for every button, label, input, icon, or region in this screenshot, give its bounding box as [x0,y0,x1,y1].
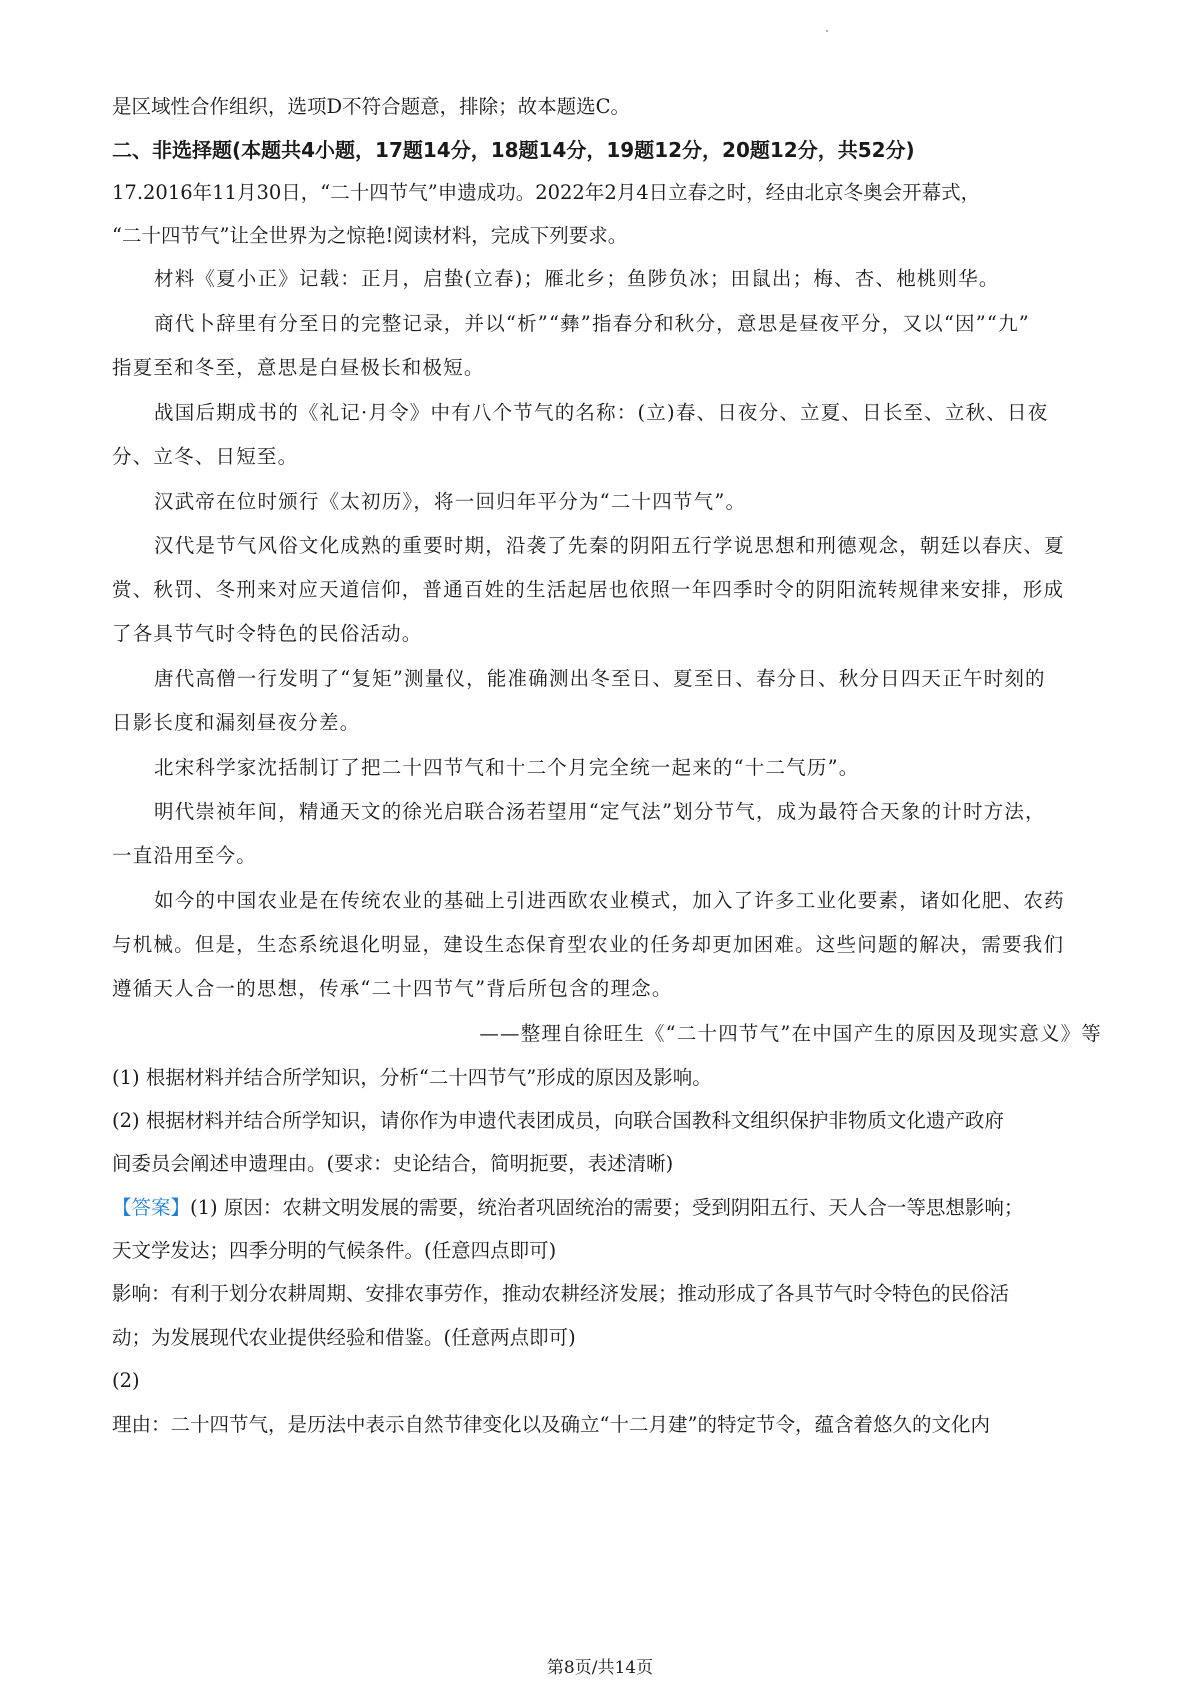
answer-text: (1) 原因：农耕文明发展的需要，统治者巩固统治的需要；受到阴阳五行、天人合一等思想影响； [190,1196,1024,1219]
material-paragraph: 商代卜辞里有分至日的完整记录，并以“析”“彝”指春分和秋分，意思是昼夜平分，又以“因”“九” [154,312,1030,335]
page-number: 第8页/共14页 [546,1658,654,1678]
question-17-stem: 17.2016年11月30日，“二十四节气”申遗成功。2022年2月4日立春之时，经由北京冬奥会开幕式， [112,181,981,204]
material-paragraph-cont: 指夏至和冬至，意思是白昼极长和极短。 [112,356,485,379]
material-paragraph: 明代崇祯年间，精通天文的徐光启联合汤若望用“定气法”划分节气，成为最符合天象的计时方法， [154,800,1046,823]
question-part-1: (1) 根据材料并结合所学知识，分析“二十四节气”形成的原因及影响。 [112,1066,712,1089]
answer-part-2-label: (2) [112,1369,140,1392]
material-paragraph-cont: 遵循天人合一的思想，传承“二十四节气”背后所包含的理念。 [112,977,673,1000]
material-paragraph: 汉代是节气风俗文化成熟的重要时期，沿袭了先秦的阴阳五行学说思想和刑德观念，朝廷以春庆、夏 [154,534,1065,557]
answer-line: 理由：二十四节气，是历法中表示自然节律变化以及确立“十二月建”的特定节令，蕴含着悠久的文化内 [112,1413,990,1436]
question-part-2-cont: 间委员会阐述申遗理由。(要求：史论结合，简明扼要，表述清晰) [112,1152,674,1175]
material-paragraph-cont: 日影长度和漏刻昼夜分差。 [112,711,361,734]
material-paragraph: 材料《夏小正》记载：正月，启蛰(立春)；雁北乡；鱼陟负冰；田鼠出；梅、杏、杝桃则华。 [154,267,1000,290]
material-paragraph-cont: 赏、秋罚、冬刑来对应天道信仰，普通百姓的生活起居也依照一年四季时令的阴阳流转规律来安排，形成 [112,578,1065,601]
material-paragraph-cont: 了各具节气时令特色的民俗活动。 [112,622,423,645]
question-17-stem-cont: “二十四节气”让全世界为之惊艳!阅读材料，完成下列要求。 [112,224,628,247]
material-paragraph: 如今的中国农业是在传统农业的基础上引进西欧农业模式，加入了许多工业化要素，诸如化肥、农药 [154,889,1065,912]
answer-line: 天文学发达；四季分明的气候条件。(任意四点即可) [112,1239,557,1262]
material-paragraph: 唐代高僧一行发明了“复矩”测量仪，能准确测出冬至日、夏至日、春分日、秋分日四天正午时刻的 [154,667,1046,690]
material-paragraph: 北宋科学家沈括制订了把二十四节气和十二个月完全统一起来的“十二气历”。 [154,756,860,779]
material-paragraph-cont: 与机械。但是，生态系统退化明显，建设生态保育型农业的任务却更加困难。这些问题的解决，需要我们 [112,933,1065,956]
material-paragraph: 战国后期成书的《礼记·月令》中有八个节气的名称：(立)春、日夜分、立夏、日长至、立秋、日夜 [154,401,1049,424]
material-paragraph-cont: 分、立冬、日短至。 [112,445,299,468]
material-source: ——整理自徐旺生《“二十四节气”在中国产生的原因及现实意义》等 [479,1022,1102,1045]
answer-line: 影响：有利于划分农耕周期、安排农事劳作，推动农耕经济发展；推动形成了各具节气时令特色的民俗活 [112,1282,1010,1305]
question-part-2: (2) 根据材料并结合所学知识，请你作为申遗代表团成员，向联合国教科文组织保护非物质文化遗产政府 [112,1109,1004,1132]
material-paragraph: 汉武帝在位时颁行《太初历》，将一回归年平分为“二十四节气”。 [154,490,747,513]
material-paragraph-cont: 一直沿用至今。 [112,844,257,867]
answer-line [112,1194,1102,1222]
answer-tag: 【答案】 [112,1196,191,1219]
previous-answer-tail: 是区域性合作组织，选项D不符合题意，排除；故本题选C。 [112,95,631,118]
answer-line: 动；为发展现代农业提供经验和借鉴。(任意两点即可) [112,1326,576,1349]
section-heading: 二、非选择题(本题共4小题，17题14分，18题14分，19题12分，20题12分，共52分) [112,138,915,162]
scan-speck [826,30,828,32]
